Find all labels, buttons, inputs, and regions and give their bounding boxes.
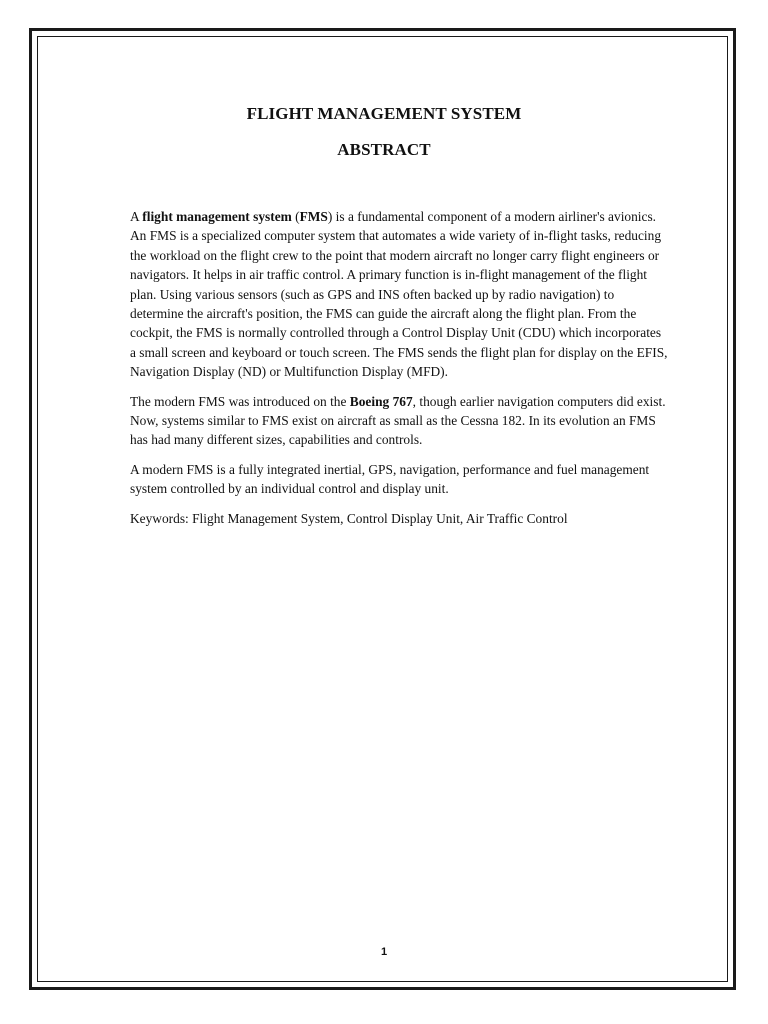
text-run: A xyxy=(130,209,143,224)
document-subtitle: ABSTRACT xyxy=(337,140,431,159)
paragraph-history xyxy=(130,392,670,450)
text-run: , though earlier navigation computers did exist. Now, systems similar to FMS exist on aircraft as small as the Cessna 182. In its evolution an FMS has had many different sizes, capabilities and controls. xyxy=(130,393,666,448)
abstract-body xyxy=(130,207,670,538)
paragraph-modern-fms: A modern FMS is a fully integrated inertial, GPS, navigation, performance and fuel management system controlled by an individual control and display unit. xyxy=(130,461,650,497)
text-run: ( xyxy=(291,209,300,224)
page-number: 1 xyxy=(380,946,388,958)
document-title: FLIGHT MANAGEMENT SYSTEM xyxy=(246,104,522,123)
paragraph-keywords: Keywords: Flight Management System, Control Display Unit, Air Traffic Control xyxy=(130,510,568,526)
bold-term-fms: FMS xyxy=(299,209,328,224)
paragraph-intro xyxy=(130,207,670,382)
text-run: The modern FMS was introduced on the xyxy=(130,393,350,409)
bold-term-flight-management-system: flight management system xyxy=(142,209,292,224)
bold-term-boeing-767: Boeing 767 xyxy=(349,393,413,409)
text-run: ) is a fundamental component of a modern airliner's avionics. An FMS is a specialized computer system that automates a wide variety of in-flight tasks, reducing the workload on the flight crew to the point that modern aircraft no longer carry flight engineers or navigators. It helps in air traffic control. A primary function is in-flight management of the flight plan. Using various sensors (such as GPS and INS often backed up by radio navigation) to determine the aircraft's position, the FMS can guide the aircraft along the flight plan. From the cockpit, the FMS is normally controlled through a Control Display Unit (CDU) which incorporates a small screen and keyboard or touch screen. The FMS sends the flight plan for display on the EFIS, Navigation Display (ND) or Multifunction Display (MFD). xyxy=(130,209,668,380)
